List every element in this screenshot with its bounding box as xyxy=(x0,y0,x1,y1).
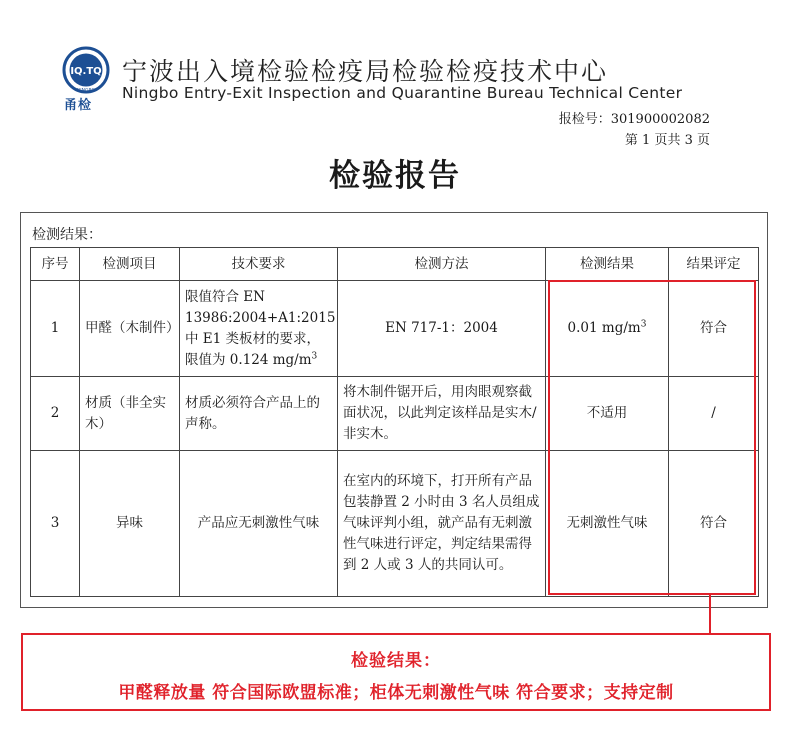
row-item: 异味 xyxy=(80,451,180,597)
header-requirement: 技术要求 xyxy=(180,248,338,281)
row-no: 2 xyxy=(31,377,80,451)
row-verdict: 符合 xyxy=(669,451,759,597)
report-number: 报检号：301900002082 xyxy=(558,112,710,127)
logo-ring-text: NINGBO xyxy=(76,88,96,94)
row-item: 甲醛（木制件） xyxy=(80,281,180,377)
page-number: 第 1 页共 3 页 xyxy=(624,133,710,148)
row-method: 将木制件锯开后，用肉眼观察截面状况，以此判定该样品是实木/非实木。 xyxy=(338,377,546,451)
unit-superscript: 3 xyxy=(640,319,647,330)
row-item: 材质（非全实木） xyxy=(80,377,180,451)
row-verdict: / xyxy=(669,377,759,451)
row-result: 不适用 xyxy=(546,377,669,451)
row-result: 无刺激性气味 xyxy=(546,451,669,597)
row-no: 3 xyxy=(31,451,80,597)
row-requirement: 材质必须符合产品上的声称。 xyxy=(180,377,338,451)
header-verdict: 结果评定 xyxy=(669,248,759,281)
header-item: 检测项目 xyxy=(80,248,180,281)
organization-logo-icon xyxy=(62,46,110,94)
results-label: 检测结果： xyxy=(32,227,102,243)
header-method: 检测方法 xyxy=(338,248,546,281)
conclusion-box xyxy=(21,633,771,711)
unit-superscript: 3 xyxy=(311,351,318,361)
logo-subtitle: 甬检 xyxy=(64,98,93,113)
row-no: 1 xyxy=(31,281,80,377)
highlight-connector-line xyxy=(709,595,711,633)
logo-text: IQ.TQ xyxy=(70,66,102,77)
row-requirement: 产品应无刺激性气味 xyxy=(180,451,338,597)
conclusion-title: 检验结果： xyxy=(351,651,441,671)
result-text: 0.01 mg/m xyxy=(567,320,641,336)
row-verdict: 符合 xyxy=(669,281,759,377)
conclusion-body: 甲醛释放量 符合国际欧盟标准；柜体无刺激性气味 符合要求；支持定制 xyxy=(118,683,674,703)
table-header-row xyxy=(31,248,759,281)
header-result: 检测结果 xyxy=(546,248,669,281)
organization-name-en: Ningbo Entry-Exit Inspection and Quarantine Bureau Technical Center xyxy=(122,84,683,102)
row-requirement xyxy=(180,281,338,377)
row-method: 在室内的环境下，打开所有产品包装静置 2 小时由 3 名人员组成气味评判小组，就产品有无刺激性气味进行评定，判定结果需得到 2 人或 3 人的共同认可。 xyxy=(338,451,546,597)
table-row xyxy=(31,451,759,597)
page-title: 检验报告 xyxy=(329,158,461,194)
table-row xyxy=(31,377,759,451)
organization-name-cn: 宁波出入境检验检疫局检验检疫技术中心 xyxy=(122,57,609,86)
table-row xyxy=(31,281,759,377)
requirement-text: 限值符合 EN 13986:2004+A1:2015 中 E1 类板材的要求，限值为 0.124 mg/m xyxy=(185,288,336,368)
results-table xyxy=(30,247,759,597)
row-method: EN 717-1：2004 xyxy=(338,281,546,377)
row-result xyxy=(546,281,669,377)
header-no: 序号 xyxy=(31,248,80,281)
